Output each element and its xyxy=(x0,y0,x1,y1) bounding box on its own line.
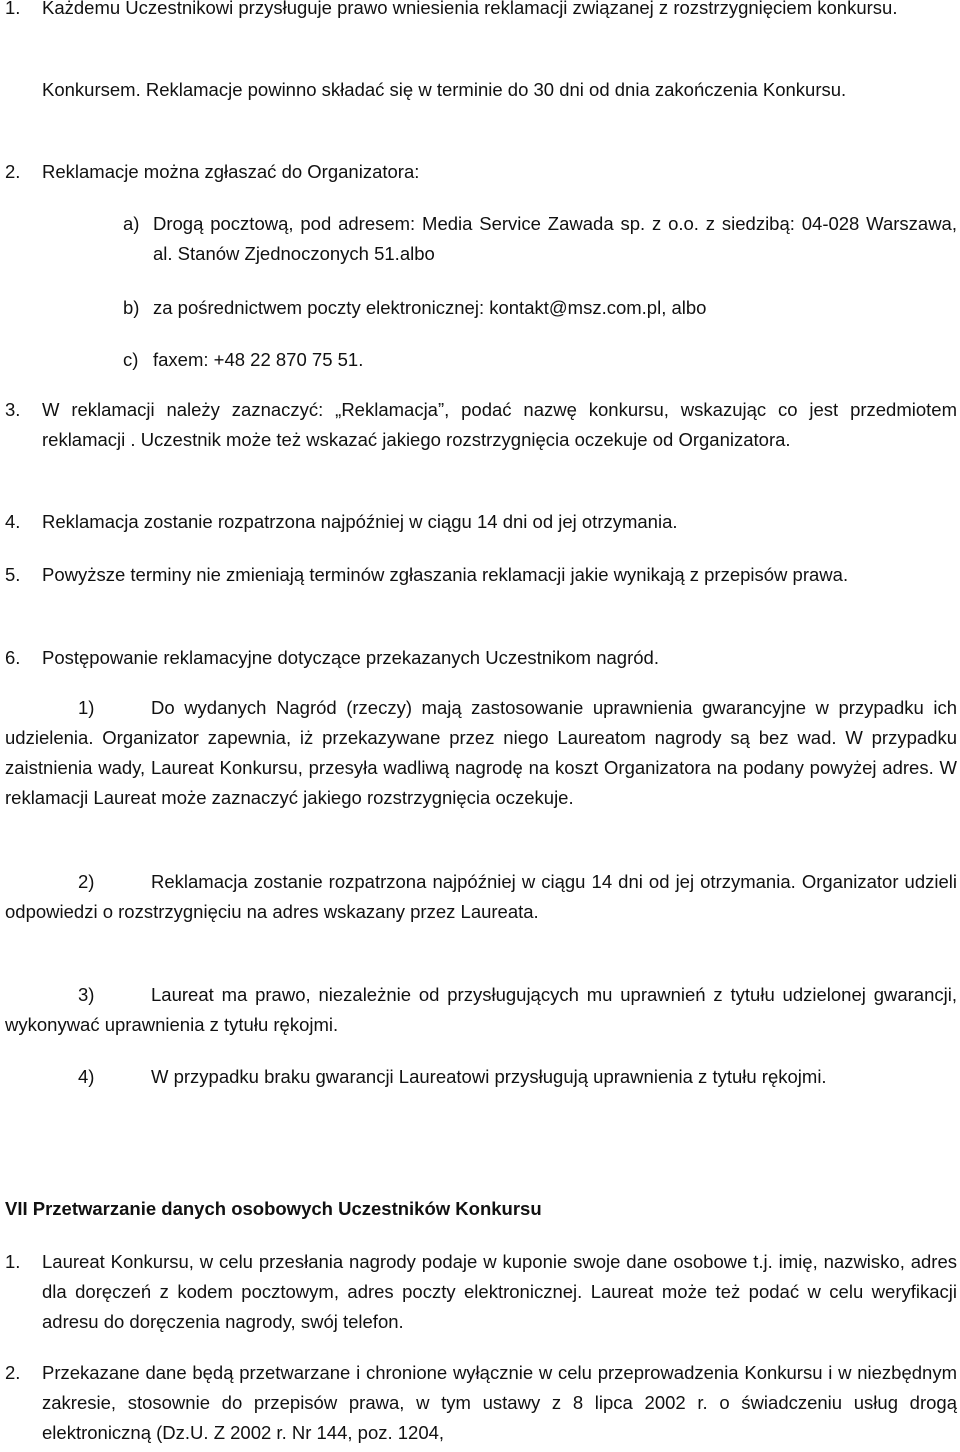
sub-item-b xyxy=(123,293,957,323)
list-item-1 xyxy=(5,0,957,23)
paragraph-text: W przypadku braku gwarancji Laureatowi przysługują uprawnienia z tytułu rękojmi. xyxy=(151,1066,827,1087)
sub-item-letter: a) xyxy=(123,213,140,234)
paragraph-text: Reklamacja zostanie rozpatrzona najpóźniej w ciągu 14 dni od jej otrzymania. Organizator udzieli odpowiedzi o rozstrzygnięciu na adres wskazany przez Laureata. xyxy=(5,871,957,922)
sub-item-text: za pośrednictwem poczty elektronicznej: kontakt@msz.com.pl, albo xyxy=(153,297,707,318)
sub-item-letter: c) xyxy=(123,349,139,370)
paragraph-3 xyxy=(5,980,957,1040)
paragraph-number: 4) xyxy=(78,1066,95,1087)
section-heading: VII Przetwarzanie danych osobowych Uczestników Konkursu xyxy=(5,1198,542,1219)
item-number: 4. xyxy=(5,511,21,532)
item-text: W reklamacji należy zaznaczyć: „Reklamacja”, podać nazwę konkursu, wskazując co jest przedmiotem reklamacji . Uczestnik może też wskazać jakiego rozstrzygnięcia oczekuje od Organizatora. xyxy=(42,399,957,450)
sub-item-c xyxy=(123,345,957,375)
item-text: Reklamacja zostanie rozpatrzona najpóźniej w ciągu 14 dni od jej otrzymania. xyxy=(42,511,678,532)
item-text: Konkursem. Reklamacje powinno składać się w terminie do 30 dni od dnia zakończenia Konkursu. xyxy=(42,79,847,100)
paragraph-4 xyxy=(5,1062,957,1092)
item-number: 6. xyxy=(5,647,21,668)
item-number: 2. xyxy=(5,1362,21,1383)
paragraph-number: 2) xyxy=(78,871,95,892)
list-item-continuation xyxy=(5,75,957,105)
item-number: 3. xyxy=(5,399,21,420)
paragraph-1 xyxy=(5,693,957,813)
section7-item-1 xyxy=(5,1247,957,1337)
item-text: Każdemu Uczestnikowi przysługuje prawo wniesienia reklamacji związanej z rozstrzygnięciem konkursu. xyxy=(42,0,898,18)
list-item-4 xyxy=(5,507,957,537)
paragraph-number: 3) xyxy=(78,984,95,1005)
item-number: 5. xyxy=(5,564,21,585)
item-text: Powyższe terminy nie zmieniają terminów zgłaszania reklamacji jakie wynikają z przepisów prawa. xyxy=(42,564,849,585)
item-number: 2. xyxy=(5,161,21,182)
sub-item-letter: b) xyxy=(123,297,140,318)
list-item-6 xyxy=(5,643,957,673)
paragraph-text: Do wydanych Nagród (rzeczy) mają zastosowanie uprawnienia gwarancyjne w przypadku ich udzielenia. Organizator zapewnia, iż przekazywane przez niego Laureatom nagrody są bez wad. W przypadku zaistnienia wady, Laureat Konkursu, przesyła wadliwą nagrodę na koszt Organizatora na podany powyżej adres. W reklamacji Laureat może zaznaczyć jakiego rozstrzygnięcia oczekuje. xyxy=(5,697,957,808)
paragraph-2 xyxy=(5,867,957,927)
item-text: Postępowanie reklamacyjne dotyczące przekazanych Uczestnikom nagród. xyxy=(42,647,659,668)
sub-item-a xyxy=(123,209,957,269)
sub-item-text: Drogą pocztową, pod adresem: Media Service Zawada sp. z o.o. z siedzibą: 04-028 Warszawa, al. Stanów Zjednoczonych 51.albo xyxy=(153,213,957,264)
item-text: Reklamacje można zgłaszać do Organizatora: xyxy=(42,161,420,182)
list-item-5 xyxy=(5,560,957,590)
item-number: 1. xyxy=(5,0,21,18)
item-number: 1. xyxy=(5,1251,21,1272)
item-text: Laureat Konkursu, w celu przesłania nagrody podaje w kuponie swoje dane osobowe t.j. imię, nazwisko, adres dla doręczeń z kodem pocztowym, adres poczty elektronicznej. Laureat może też podać w celu weryfikacji adresu do doręczenia nagrody, swój telefon. xyxy=(42,1251,957,1332)
list-item-3 xyxy=(5,395,957,455)
paragraph-text: Laureat ma prawo, niezależnie od przysługujących mu uprawnień z tytułu udzielonej gwarancji, wykonywać uprawnienia z tytułu rękojmi. xyxy=(5,984,957,1035)
section7-item-2 xyxy=(5,1358,957,1448)
list-item-2 xyxy=(5,157,957,187)
paragraph-number: 1) xyxy=(78,697,95,718)
item-text: Przekazane dane będą przetwarzane i chronione wyłącznie w celu przeprowadzenia Konkursu i w niezbędnym zakresie, stosownie do przepisów prawa, w tym ustawy z 8 lipca 2002 r. o świadczeniu usług drogą elektroniczną (Dz.U. Z 2002 r. Nr 144, poz. 1204, xyxy=(42,1362,957,1443)
sub-item-text: faxem: +48 22 870 75 51. xyxy=(153,349,364,370)
